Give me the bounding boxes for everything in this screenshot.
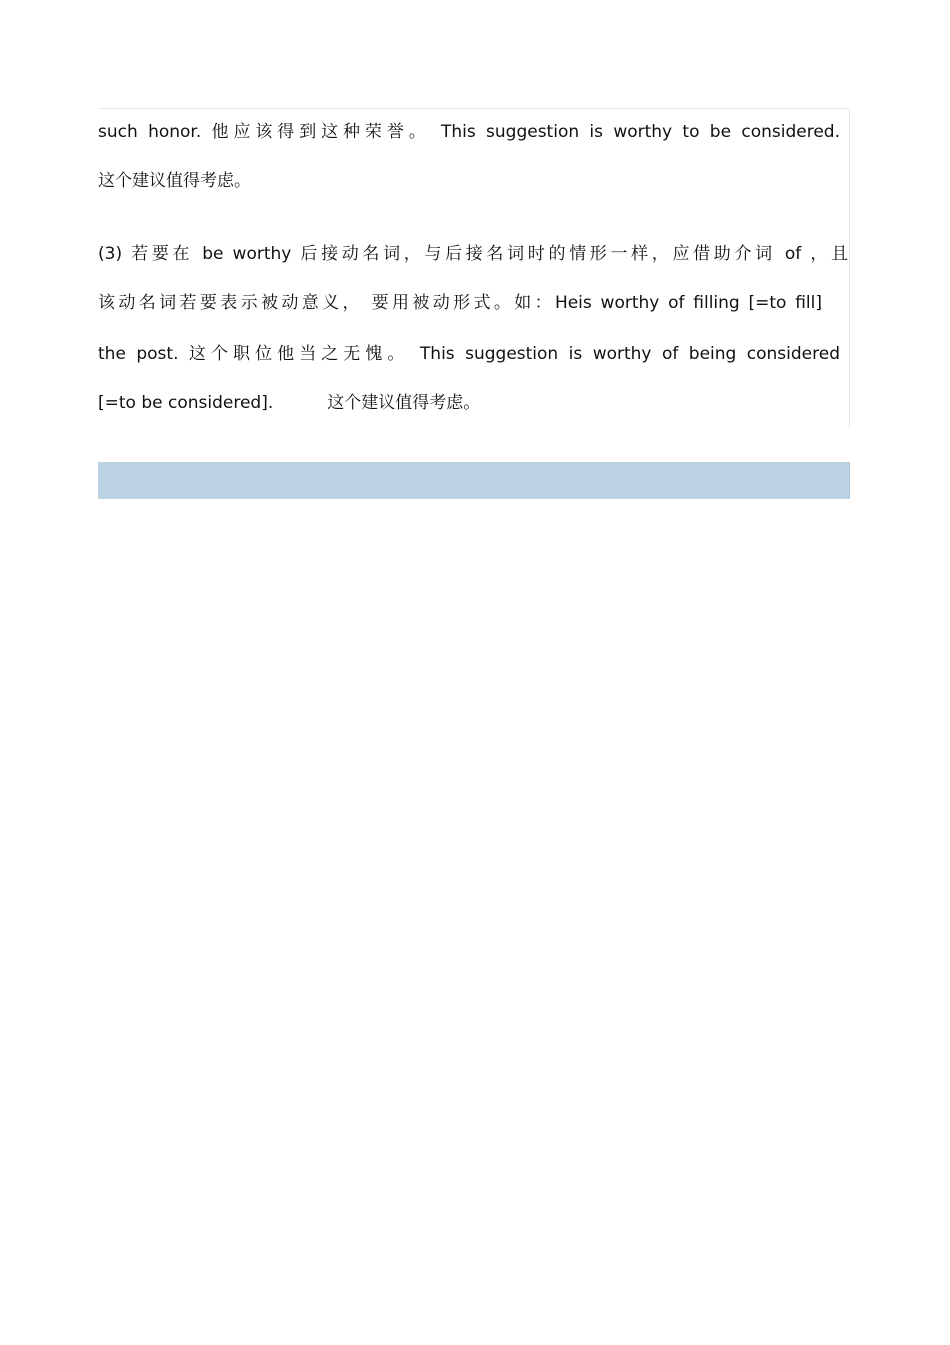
paragraph-line-4: 该动名词若要表示被动意义， 要用被动形式。如：Heis worthy of filling [=to fill] [98, 293, 822, 313]
paragraph-line-5: the post. 这个职位他当之无愧。 This suggestion is worthy of being considered [98, 344, 840, 364]
paragraph-line-3: (3) 若要在 be worthy 后接动名词，与后接名词时的情形一样，应借助介词 of ，且 [98, 244, 848, 264]
paragraph-line-2: 这个建议值得考虑。 [98, 171, 251, 191]
text-block-border [98, 108, 850, 428]
paragraph-line-1: such honor. 他应该得到这种荣誉。 This suggestion is worthy to be considered. [98, 122, 840, 142]
paragraph-line-6: [=to be considered]. 这个建议值得考虑。 [98, 393, 481, 413]
footer-bar [98, 462, 850, 499]
